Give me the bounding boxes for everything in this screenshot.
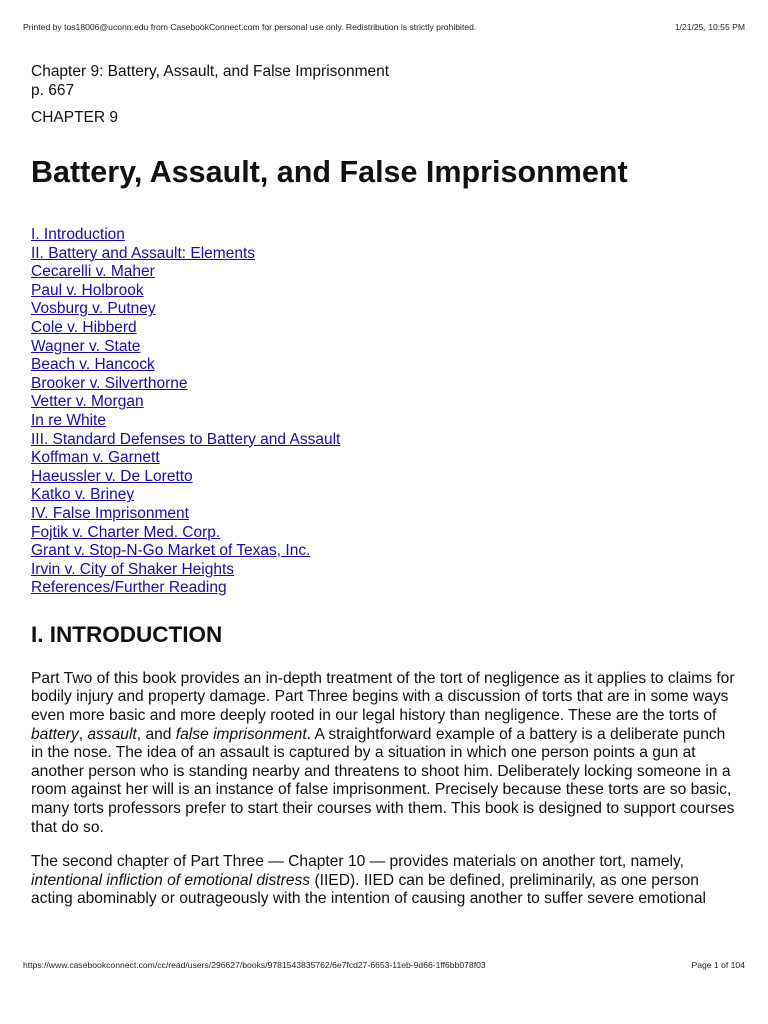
print-footer (23, 960, 745, 972)
paragraph-1-text-b: , (78, 725, 88, 743)
toc-item (31, 319, 741, 338)
paragraph-1 (31, 670, 741, 837)
chapter-label: CHAPTER 9 (31, 109, 118, 126)
toc-link-brooker[interactable]: Brooker v. Silverthorne (31, 374, 188, 392)
toc-item (31, 282, 741, 301)
term-iied: intentional infliction of emotional distress (31, 871, 311, 889)
toc-link-vosburg[interactable]: Vosburg v. Putney (31, 300, 156, 318)
toc-link-in-re-white[interactable]: In re White (31, 411, 106, 429)
paragraph-2-text-a: The second chapter of Part Three — Chapter 10 — provides materials on another tort, namely, (31, 853, 684, 871)
toc-item (31, 449, 741, 468)
toc-link-koffman[interactable]: Koffman v. Garnett (31, 449, 160, 467)
chapter-line: Chapter 9: Battery, Assault, and False Imprisonment (31, 63, 390, 80)
toc-item (31, 431, 741, 450)
term-false-imprisonment: false imprisonment (175, 725, 307, 743)
print-header-notice: Printed by tos18006@uconn.edu from CasebookConnect.com for personal use only. Redistribution is strictly prohibited. (23, 22, 477, 32)
toc-item (31, 505, 741, 524)
toc-item (31, 542, 741, 561)
toc-item (31, 486, 741, 505)
toc-link-haeussler[interactable]: Haeussler v. De Loretto (31, 467, 193, 485)
toc-link-false-imprisonment[interactable]: IV. False Imprisonment (31, 504, 189, 522)
toc-item (31, 393, 741, 412)
toc-item (31, 412, 741, 431)
paragraph-1-text-d: . A straightforward example of a battery is a deliberate punch in the nose. The idea of an assault is captured by a situation in which one person points a gun at another person who is standing nearby and threatens to shoot him. Deliberately locking someone in a room against her will is an instance of false imprisonment. Precisely because these torts are so basic, many torts professors prefer to start their courses with them. This book is designed to support courses that do so. (31, 725, 735, 836)
table-of-contents (31, 226, 741, 598)
toc-item (31, 561, 741, 580)
paragraph-2-text-b: (IIED). IIED can be defined, preliminarily, as one person acting abominably or outrageously with the intention of causing another to suffer severe emotional (31, 871, 706, 908)
paragraph-2 (31, 853, 741, 909)
toc-link-vetter[interactable]: Vetter v. Morgan (31, 393, 144, 411)
page-content (31, 62, 741, 909)
section-heading: I. INTRODUCTION (31, 621, 223, 647)
toc-link-introduction[interactable]: I. Introduction (31, 226, 125, 243)
toc-link-standard-defenses[interactable]: III. Standard Defenses to Battery and Assault (31, 430, 341, 448)
toc-item (31, 226, 741, 245)
toc-item (31, 263, 741, 282)
toc-link-beach[interactable]: Beach v. Hancock (31, 356, 155, 374)
paragraph-1-text-c: , and (136, 725, 176, 743)
toc-item (31, 300, 741, 319)
toc-item (31, 579, 741, 598)
toc-item (31, 375, 741, 394)
page-reference: p. 667 (31, 82, 75, 99)
toc-link-fojtik[interactable]: Fojtik v. Charter Med. Corp. (31, 523, 221, 541)
toc-link-paul[interactable]: Paul v. Holbrook (31, 281, 144, 299)
toc-link-battery-assault-elements[interactable]: II. Battery and Assault: Elements (31, 244, 256, 262)
toc-item (31, 245, 741, 264)
page-title: Battery, Assault, and False Imprisonment (31, 155, 628, 189)
toc-item (31, 468, 741, 487)
print-footer-url: https://www.casebookconnect.com/cc/read/users/296627/books/9781543835762/6e7fcd27-6653-11eb-9d66-1ff6bb078f03 (23, 960, 486, 970)
toc-link-katko[interactable]: Katko v. Briney (31, 486, 135, 504)
print-footer-page-number: Page 1 of 104 (691, 960, 745, 970)
toc-item (31, 524, 741, 543)
toc-link-cecarelli[interactable]: Cecarelli v. Maher (31, 263, 155, 281)
term-battery: battery (31, 725, 79, 743)
toc-link-irvin[interactable]: Irvin v. City of Shaker Heights (31, 560, 235, 578)
toc-item (31, 338, 741, 357)
paragraph-1-text-a: Part Two of this book provides an in-depth treatment of the tort of negligence as it applies to claims for bodily injury and property damage. Part Three begins with a discussion of torts that are in some ways even more basic and more deeply rooted in our legal history than negligence. These are the torts of (31, 669, 735, 725)
print-header-timestamp: 1/21/25, 10:55 PM (674, 22, 745, 32)
toc-link-references[interactable]: References/Further Reading (31, 579, 227, 597)
print-header (23, 22, 745, 34)
toc-link-wagner[interactable]: Wagner v. State (31, 337, 141, 355)
toc-link-cole[interactable]: Cole v. Hibberd (31, 318, 137, 336)
toc-link-grant[interactable]: Grant v. Stop-N-Go Market of Texas, Inc. (31, 542, 311, 560)
toc-item (31, 356, 741, 375)
term-assault: assault (87, 725, 137, 743)
